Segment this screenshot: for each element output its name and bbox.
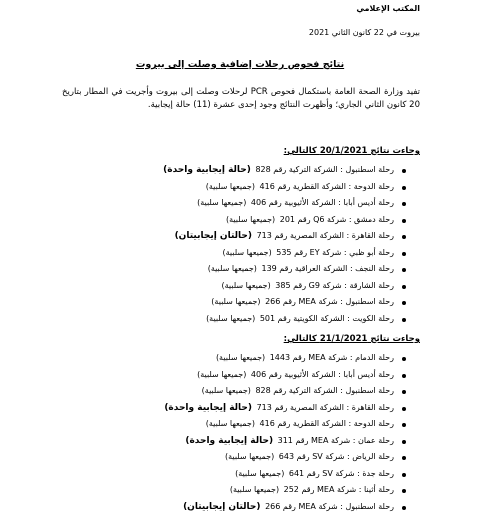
- negative-result-label: (جميعها سلبية): [208, 264, 257, 273]
- flight-description: رحلة أديس أبابا : الشركة الأثيوبية رقم 406: [251, 370, 394, 379]
- flight-results-list-20-jan: [163, 162, 406, 327]
- flight-description: رحلة أديس أبابا : الشركة الأثيوبية رقم 406: [251, 198, 394, 207]
- flight-description: رحلة أثينا : شركة MEA رقم 252: [284, 485, 394, 494]
- negative-result-label: (جميعها سلبية): [197, 370, 246, 379]
- negative-result-label: (جميعها سلبية): [230, 485, 279, 494]
- flight-result-item: [164, 433, 406, 450]
- flight-result-item: [164, 367, 406, 384]
- flight-description: رحلة النجف : الشركة العراقية رقم 139: [261, 264, 394, 273]
- flight-description: رحلة اسطنبول : الشركة التركية رقم 828: [255, 165, 394, 174]
- flight-result-item: [163, 261, 406, 278]
- document-title: نتائج فحوص رحلات إضافية وصلت إلى بيروت: [0, 59, 480, 70]
- flight-description: رحلة الدوحة : الشركة القطرية رقم 416: [260, 182, 394, 191]
- positive-result-label: (حالتان إيجابيتان): [183, 502, 260, 512]
- office-name: المكتب الإعلامي: [356, 4, 420, 13]
- flight-description: رحلة عمان : شركة MEA رقم 311: [278, 436, 394, 445]
- flight-result-item: [164, 400, 406, 417]
- flight-result-item: [163, 245, 406, 262]
- flight-description: رحلة الدمام : شركة MEA رقم 1443: [270, 353, 394, 362]
- negative-result-label: (جميعها سلبية): [225, 452, 274, 461]
- negative-result-label: (جميعها سلبية): [206, 314, 255, 323]
- negative-result-label: (جميعها سلبية): [202, 386, 251, 395]
- positive-result-label: (حالة إيجابية واحدة): [163, 165, 251, 175]
- negative-result-label: (جميعها سلبية): [197, 198, 246, 207]
- flight-result-item: [163, 195, 406, 212]
- flight-result-item: [163, 228, 406, 245]
- negative-result-label: (جميعها سلبية): [235, 469, 284, 478]
- flight-result-item: [163, 212, 406, 229]
- flight-description: رحلة دمشق : شركة Q6 رقم 201: [280, 215, 394, 224]
- flight-result-item: [163, 311, 406, 328]
- flight-description: رحلة الدوحة : الشركة القطرية رقم 416: [260, 419, 394, 428]
- negative-result-label: (جميعها سلبية): [221, 281, 270, 290]
- negative-result-label: (جميعها سلبية): [211, 297, 260, 306]
- flight-description: رحلة جدة : شركة SV رقم 641: [289, 469, 394, 478]
- positive-result-label: (حالة إيجابية واحدة): [164, 403, 252, 413]
- flight-description: رحلة القاهرة : الشركة المصرية رقم 713: [257, 231, 394, 240]
- flight-description: رحلة الرياض : شركة SV رقم 643: [279, 452, 394, 461]
- flight-result-item: [163, 278, 406, 295]
- section-heading-20-jan: وجاءت نتائج 20/1/2021 كالتالي:: [284, 146, 420, 156]
- positive-result-label: (حالتان إيجابيتان): [175, 231, 252, 241]
- flight-result-item: [164, 449, 406, 466]
- flight-description: رحلة اسطنبول : شركة MEA رقم 266: [265, 297, 394, 306]
- negative-result-label: (جميعها سلبية): [216, 353, 265, 362]
- flight-description: رحلة الكويت : الشركة الكويتية رقم 501: [260, 314, 394, 323]
- flight-description: رحلة أبو ظبي : شركة EY رقم 535: [276, 248, 394, 257]
- flight-results-list-21-jan: [164, 350, 406, 515]
- section-heading-21-jan: وجاءت نتائج 21/1/2021 كالتالي:: [284, 334, 420, 344]
- flight-result-item: [164, 350, 406, 367]
- positive-result-label: (حالة إيجابية واحدة): [185, 436, 273, 446]
- flight-description: رحلة اسطنبول : الشركة التركية رقم 828: [255, 386, 394, 395]
- flight-result-item: [164, 383, 406, 400]
- negative-result-label: (جميعها سلبية): [206, 419, 255, 428]
- flight-result-item: [164, 416, 406, 433]
- negative-result-label: (جميعها سلبية): [222, 248, 271, 257]
- negative-result-label: (جميعها سلبية): [226, 215, 275, 224]
- dateline: بيروت في 22 كانون الثاني 2021: [309, 28, 420, 37]
- negative-result-label: (جميعها سلبية): [206, 182, 255, 191]
- flight-description: رحلة الشارقة : شركة G9 رقم 385: [275, 281, 394, 290]
- flight-description: رحلة اسطنبول : شركة MEA رقم 266: [265, 502, 394, 511]
- flight-result-item: [163, 179, 406, 196]
- flight-description: رحلة القاهرة : الشركة المصرية رقم 713: [257, 403, 394, 412]
- flight-result-item: [163, 294, 406, 311]
- flight-result-item: [164, 482, 406, 499]
- flight-result-item: [164, 499, 406, 515]
- intro-paragraph: تفيد وزارة الصحة العامة باستكمال فحوص PCR لرحلات وصلت إلى بيروت وأجريت في المطار بتاريخ 20 كانون الثاني الجاري؛ وأظهرت النتائج وجود إحدى عشرة (11) حالة إيجابية.: [62, 86, 420, 112]
- flight-result-item: [163, 162, 406, 179]
